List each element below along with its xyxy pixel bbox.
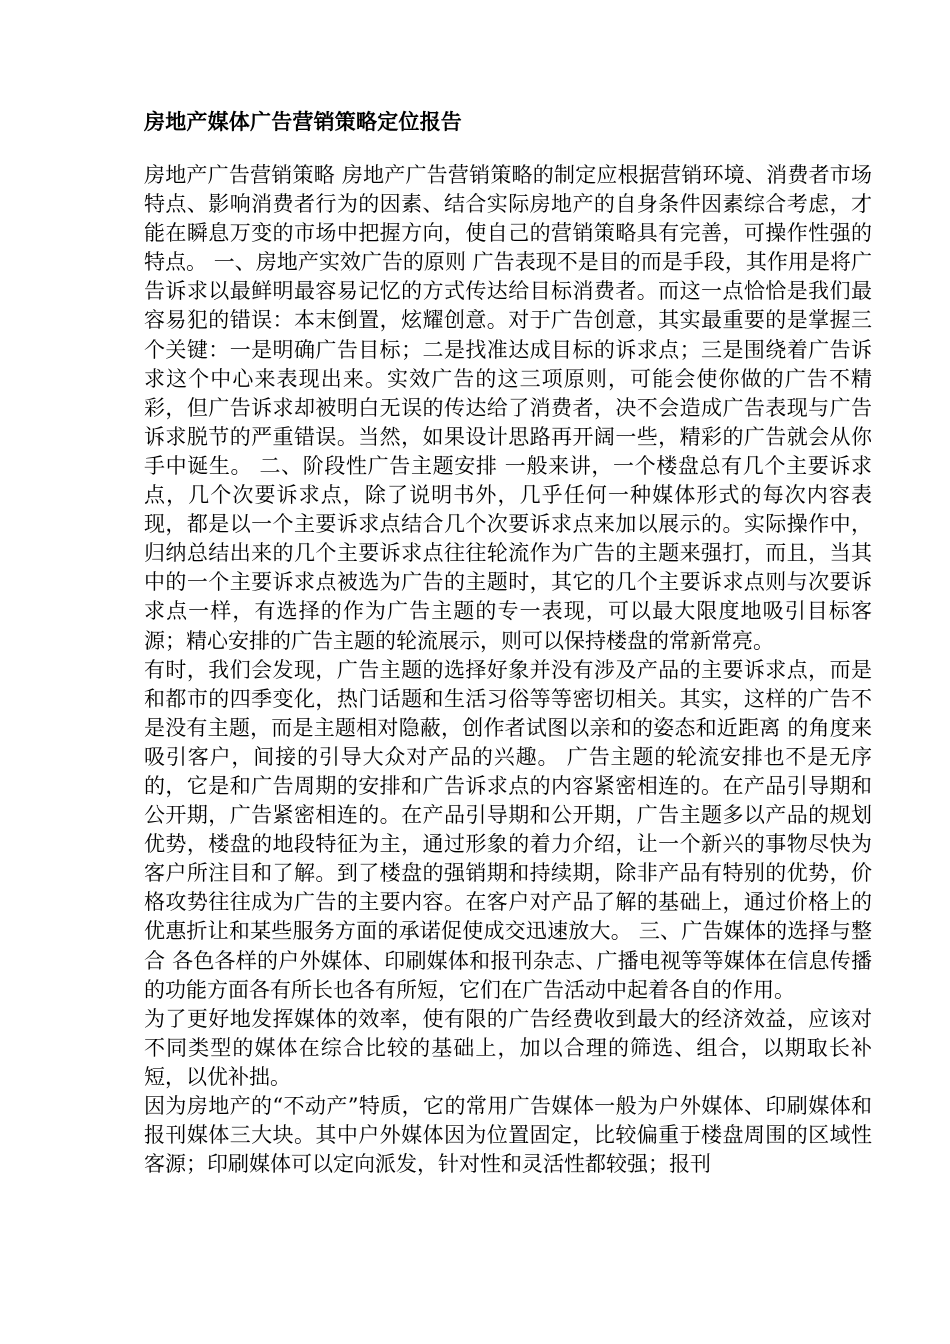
paragraph: 因为房地产的“不动产”特质，它的常用广告媒体一般为户外媒体、印刷媒体和报刊媒体三大块。其中户外媒体因为位置固定，比较偏重于楼盘周围的区域性客源；印刷媒体可以定向派发，针对性和灵活性都较强；报刊	[144, 1094, 872, 1177]
document-title: 房地产媒体广告营销策略定位报告	[144, 109, 462, 134]
paragraph: 房地产广告营销策略 房地产广告营销策略的制定应根据营销环境、消费者市场特点、影响消费者行为的因素、结合实际房地产的自身条件因素综合考虑，才能在瞬息万变的市场中把握方向，使自己的营销策略具有完善，可操作性强的特点。 一、房地产实效广告的原则 广告表现不是目的而是手段，其作用是将广告诉求以最鲜明最容易记忆的方式传达给目标消费者。而这一点恰恰是我们最容易犯的错误：本末倒置，炫耀创意。对于广告创意，其实最重要的是掌握三个关键：一是明确广告目标；二是找准达成目标的诉求点；三是围绕着广告诉求这个中心来表现出来。实效广告的这三项原则，可能会使你做的广告不精彩，但广告诉求却被明白无误的传达给了消费者，决不会造成广告表现与广告诉求脱节的严重错误。当然，如果设计思路再开阔一些，精彩的广告就会从你手中诞生。 二、阶段性广告主题安排 一般来讲，一个楼盘总有几个主要诉求点，几个次要诉求点，除了说明书外，几乎任何一种媒体形式的每次内容表现，都是以一个主要诉求点结合几个次要诉求点来加以展示的。实际操作中，归纳总结出来的几个主要诉求点往往轮流作为广告的主题来强打，而且，当其中的一个主要诉求点被选为广告的主题时，其它的几个主要诉求点则与次要诉求点一样，有选择的作为广告主题的专一表现，可以最大限度地吸引目标客源；精心安排的广告主题的轮流展示，则可以保持楼盘的常新常亮。	[144, 163, 872, 653]
paragraph: 为了更好地发挥媒体的效率，使有限的广告经费收到最大的经济效益，应该对不同类型的媒体在综合比较的基础上，加以合理的筛选、组合，以期取长补短，以优补拙。	[144, 1006, 872, 1089]
paragraph: 有时，我们会发现，广告主题的选择好象并没有涉及产品的主要诉求点，而是和都市的四季变化，热门话题和生活习俗等等密切相关。其实，这样的广告不是没有主题，而是主题相对隐蔽，创作者试图以亲和的姿态和近距离 的角度来吸引客户，间接的引导大众对产品的兴趣。 广告主题的轮流安排也不是无序的，它是和广告周期的安排和广告诉求点的内容紧密相连的。在产品引导期和公开期，广告紧密相连的。在产品引导期和公开期，广告主题多以产品的规划优势，楼盘的地段特征为主，通过形象的着力介绍，让一个新兴的事物尽快为客户所注目和了解。到了楼盘的强销期和持续期，除非产品有特别的优势，价格攻势往往成为广告的主要内容。在客户对产品了解的基础上，通过价格上的优惠折让和某些服务方面的承诺促使成交迅速放大。 三、广告媒体的选择与整合 各色各样的户外媒体、印刷媒体和报刊杂志、广播电视等等媒体在信息传播的功能方面各有所长也各有所短，它们在广告活动中起着各自的作用。	[144, 657, 872, 1002]
document-body	[144, 161, 872, 1179]
